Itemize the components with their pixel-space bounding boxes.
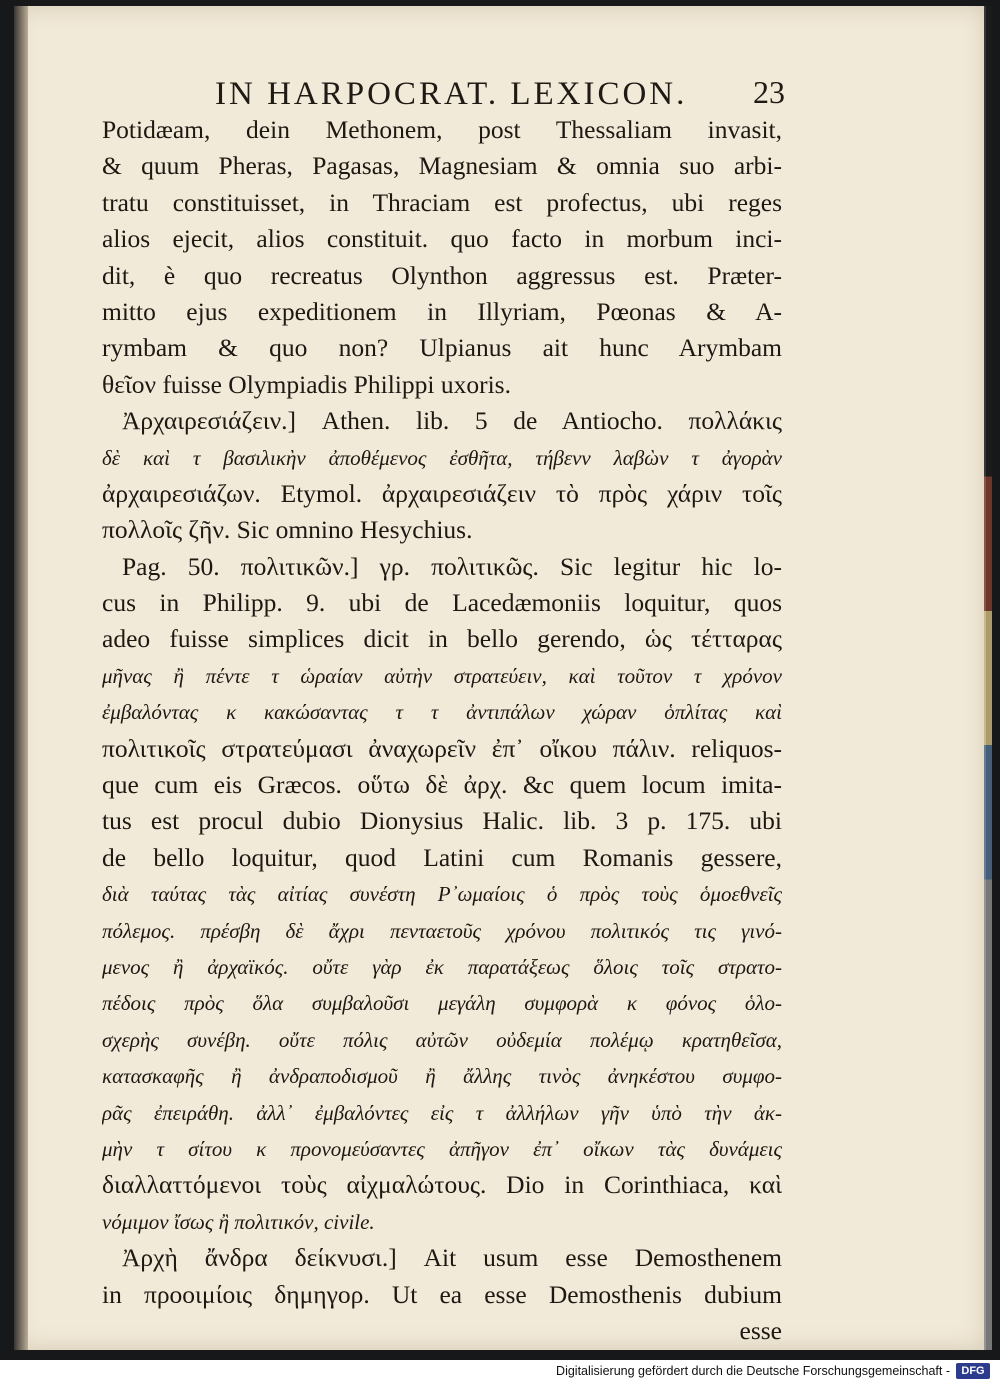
funding-credit: Digitalisierung gefördert durch die Deutsche Forschungsgemeinschaft - — [556, 1364, 950, 1378]
text-line: ρᾶς ἐπειράθη. ἀλλ᾽ ἐμβαλόντες εἰς τ ἀλλήλων γῆν ὑπὸ τὴν ἀκ- — [102, 1100, 782, 1125]
page-header — [105, 76, 785, 116]
text-line: cus in Philipp. 9. ubi de Lacedæmoniis loquitur, quos — [102, 588, 782, 618]
text-line: πολιτικοῖς στρατεύμασι ἀναχωρεῖν ἐπ᾽ οἴκου πάλιν. reliquos- — [102, 733, 782, 763]
text-line: dit, è quo recreatus Olynthon aggressus est. Præter- — [102, 260, 782, 290]
dfg-logo-icon[interactable]: DFG — [956, 1363, 990, 1379]
text-line: alios ejecit, alios constituit. quo facto in morbum inci- — [102, 224, 782, 254]
running-head: IN HARPOCRAT. LEXICON. — [215, 76, 688, 112]
text-line: Potidæam, dein Methonem, post Thessaliam invasit, — [102, 115, 782, 144]
text-line: κατασκαφῆς ἢ ἀνδραποδισμοῦ ἢ ἄλλης τινὸς ἀνηκέστου συμφο- — [102, 1064, 782, 1089]
text-line: in προοιμίοις δημηγορ. Ut ea esse Demosthenis dubium — [102, 1279, 782, 1309]
text-line: tus est procul dubio Dionysius Halic. lib. 3 p. 175. ubi — [102, 806, 782, 836]
text-line: adeo fuisse simplices dicit in bello gerendo, ὡς τέτταρας — [102, 624, 782, 654]
text-line: σχερὴς συνέβη. οὔτε πόλις αὐτῶν οὐδεμία πολέμῳ κρατηθεῖσα, — [102, 1027, 782, 1052]
text-line: πέδοις πρὸς ὅλα συμβαλοῦσι μεγάλη συμφορὰ κ φόνος ὁλο- — [102, 991, 782, 1016]
text-line: νόμιμον ἴσως ἢ πολιτικόν, civile. — [102, 1209, 375, 1234]
text-line: πολλοῖς ζῆν. Sic omnino Hesychius. — [102, 515, 473, 545]
text-line: ἐμβαλόντας κ κακώσαντας τ τ ἀντιπάλων χώραν ὁπλίτας καὶ — [102, 700, 782, 725]
text-line: θεῖον fuisse Olympiadis Philippi uxoris. — [102, 369, 511, 399]
text-line: μὴν τ σίτου κ προνομεύσαντες ἀπῆγον ἐπ᾽ οἴκων τὰς δυνάμεις — [102, 1136, 782, 1161]
text-line: ἀρχαιρεσιάζων. Etymol. ἀρχαιρεσιάζειν τὸ πρὸς χάριν τοῖς — [102, 478, 782, 508]
text-line: de bello loquitur, quod Latini cum Romanis gessere, — [102, 842, 782, 872]
digitization-footer — [0, 1360, 1000, 1383]
text-line: Pag. 50. πολιτικῶν.] γρ. πολιτικῶς. Sic legitur hic lo- — [122, 551, 782, 581]
text-line: tratu constituisset, in Thraciam est profectus, ubi reges — [102, 187, 782, 217]
body-text — [102, 112, 782, 1349]
text-line: mitto ejus expeditionem in Illyriam, Pœonas & A- — [102, 296, 782, 326]
text-line: que cum eis Græcos. οὕτω δὲ ἀρχ. &c quem locum imita- — [102, 770, 782, 800]
catchword: esse — [739, 1315, 782, 1345]
text-line: Ἀρχὴ ἄνδρα δείκνυσι.] Ait usum esse Demosthenem — [122, 1243, 782, 1273]
page-gutter-edge — [14, 6, 28, 1350]
text-line: δὲ καὶ τ βασιλικὴν ἀποθέμενος ἐσθῆτα, τήβενν λαβὼν τ ἀγορὰν — [102, 445, 782, 470]
text-line: μενος ἢ ἀρχαϊκός. οὔτε γὰρ ἐκ παρατάξεως ὅλοις τοῖς στρατο- — [102, 954, 782, 979]
text-line: πόλεμος. πρέσβη δὲ ἄχρι πενταετοῦς χρόνου πολιτικός τις γινό- — [102, 918, 782, 943]
text-line: μῆνας ἢ πέντε τ ὡραίαν αὐτὴν στρατεύειν, καὶ τοῦτον τ χρόνον — [102, 663, 782, 688]
page-number: 23 — [753, 74, 785, 110]
text-line: rymbam & quo non? Ulpianus ait hunc Arymbam — [102, 333, 782, 363]
text-line: & quum Pheras, Pagasas, Magnesiam & omnia suo arbi- — [102, 151, 782, 181]
text-line: διαλλαττόμενοι τοὺς αἰχμαλώτους. Dio in Corinthiaca, καὶ — [102, 1170, 782, 1200]
text-line: Ἀρχαιρεσιάζειν.] Athen. lib. 5 de Antiocho. πολλάκις — [122, 406, 782, 436]
scan-color-strip — [984, 6, 992, 1350]
text-line: διὰ ταύτας τὰς αἰτίας συνέστη Ρ᾽ωμαίοις ὁ πρὸς τοὺς ὁμοεθνεῖς — [102, 882, 782, 907]
